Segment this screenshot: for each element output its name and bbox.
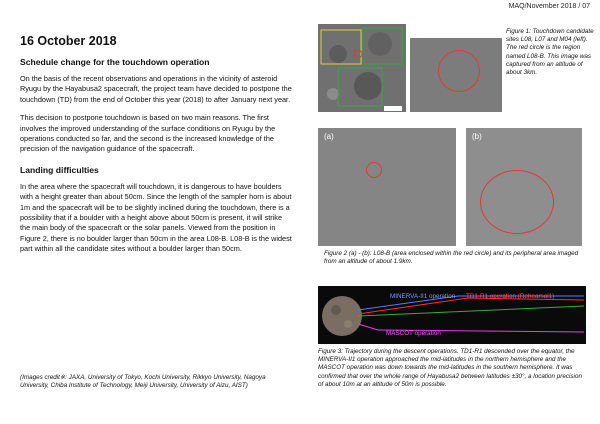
figure2a-image	[318, 128, 456, 246]
figure3-caption: Figure 3: Trajectory during the descent operations. TD1-R1 descended over the equator, the MINERVA-II1 operation approached the mid-latitudes in the northern hemisphere and the MASCOT operation was down towards the mid-latitudes in the southern hemisphere. It was confirmed that over the whole range of Hayabusa2 between latitudes ±30°, a location precision of about 10m at an altitude of 50m is possible.	[318, 348, 582, 388]
figure2b-red-circle	[480, 170, 554, 234]
section-heading-schedule: Schedule change for the touchdown operation	[20, 57, 210, 67]
section-heading-landing: Landing difficulties	[20, 164, 99, 175]
figure2b-image	[466, 128, 582, 246]
figure1-caption: Figure 1: Touchdown candidate sites L08, L07 and M04 (left). The red circle is the region named L08-B. This image was captured from an altitude of about 3km.	[506, 28, 594, 77]
figure2b-label: (b)	[472, 132, 482, 141]
figure3-trajectory-image	[318, 286, 586, 344]
page-reference: MAQ/November 2018 / 07	[508, 3, 590, 10]
paragraph-2: This decision to postpone touchdown is based on two main reasons. The first involves the improved understanding of the surface conditions on Ryugu by the operations conducted so far, and the second is the increased knowledge of the precision of the navigation guidance of the spacecraft.	[20, 113, 276, 154]
figure1-l08-closeup-image	[410, 38, 502, 112]
figure2a-red-circle	[366, 162, 382, 178]
figure2-caption: Figure 2 (a) - (b): L08-B (area enclosed within the red circle) and its peripheral area imaged from an altitude of about 1.9km.	[324, 250, 579, 266]
figure1-site-map-svg	[318, 24, 406, 112]
paragraph-1: On the basis of the recent observations and operations in the vicinity of asteroid Ryugu by the Hayabusa2 spacecraft, the project team have decided to postpone the touchdown (TD) from the end of October this year (2018) to after January next year.	[20, 74, 292, 104]
l08b-red-circle	[438, 50, 480, 92]
td1-label: TD1-R1 operation (Rehearsal1)	[466, 293, 555, 300]
figure3-trajectory-svg	[318, 286, 586, 344]
figure1-site-map-image	[318, 24, 406, 112]
image-credit: (Images credit※: JAXA, University of Tokyo, Kochi University, Rikkyo University, Nagoya University, Chiba Institute of Technology, Meiji University, University of Aizu, AIST)	[20, 374, 266, 390]
figure2a-label: (a)	[324, 132, 334, 141]
article-body	[20, 34, 292, 263]
article-date: 16 October 2018	[20, 34, 117, 48]
paragraph-3: In the area where the spacecraft will touchdown, it is dangerous to have boulders with a height greater than about 50cm. Since the length of the sampler horn is about 1m and the spacecraft will be to be slightly inclined during the touchdown, there is a possibility that if a boulder with a height above about 50cm is present, it will strike the main body of the spacecraft or the solar panels. Viewed from the position in Figure 2, there is no boulder larger than 50cm in the area L08-B. L08-B is the widest part within all the candidate sites without a boulder larger than 50cm.	[20, 181, 292, 254]
minerva-label: MINERVA-II1 operation	[390, 293, 456, 300]
mascot-label: MASCOT operation	[386, 330, 441, 337]
